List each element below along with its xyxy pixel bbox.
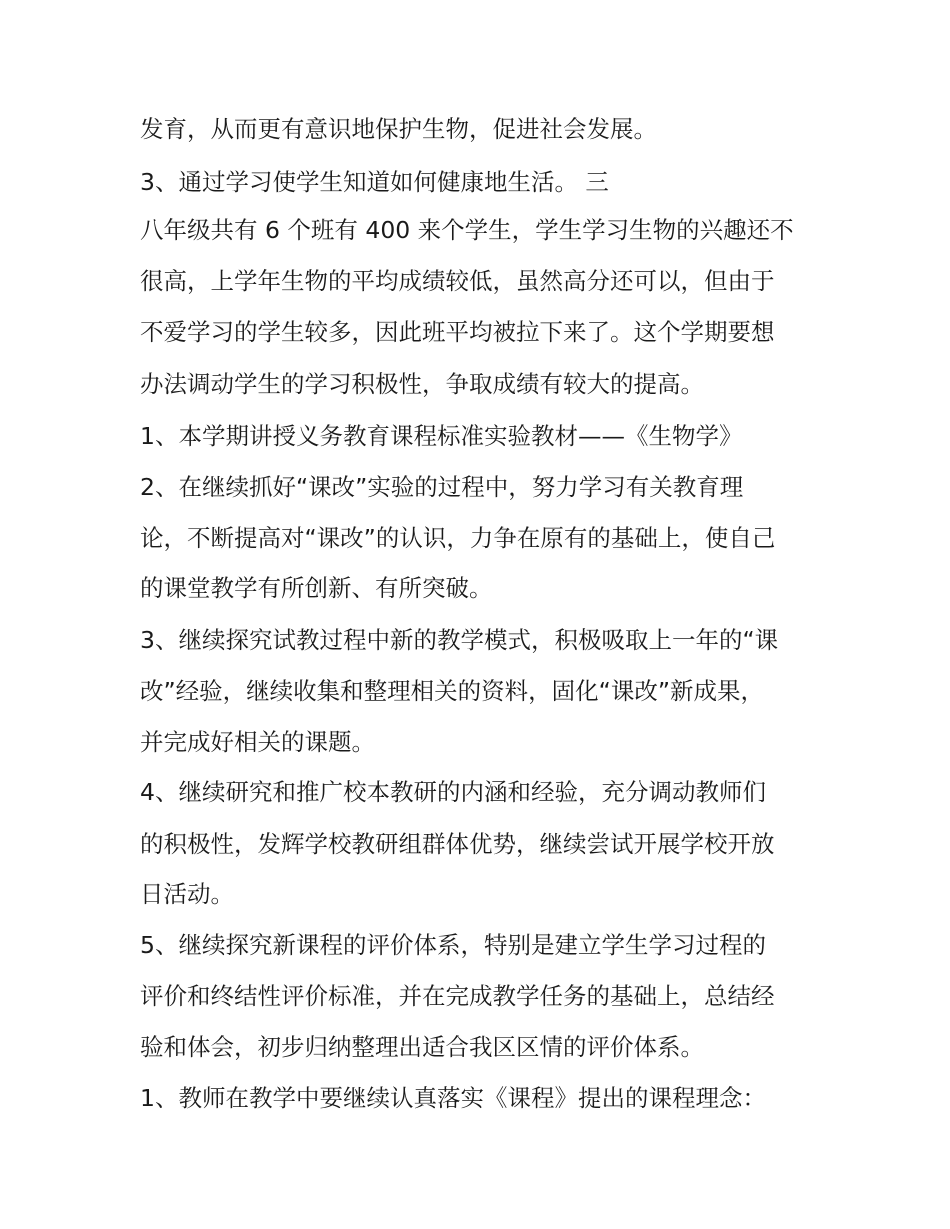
text-line: 2、在继续抓好“课改”实验的过程中，努力学习有关教育理 bbox=[140, 473, 744, 501]
text-line: 论，不断提高对“课改”的认识，力争在原有的基础上，使自己 bbox=[140, 524, 776, 552]
text-line: 改”经验，继续收集和整理相关的资料，固化“课改”新成果， bbox=[140, 677, 765, 705]
text-line: 不爱学习的学生较多，因此班平均被拉下来了。这个学期要想 bbox=[140, 318, 775, 346]
text-line: 5、继续探究新课程的评价体系，特别是建立学生学习过程的 bbox=[140, 931, 766, 959]
text-line: 的课堂教学有所创新、有所突破。 bbox=[140, 574, 493, 602]
text-line: 4、继续研究和推广校本教研的内涵和经验，充分调动教师们 bbox=[140, 778, 766, 806]
text-line: 办法调动学生的学习积极性，争取成绩有较大的提高。 bbox=[140, 370, 704, 398]
text-line: 1、教师在教学中要继续认真落实《课程》提出的课程理念： bbox=[140, 1084, 766, 1112]
text-line: 评价和终结性评价标准，并在完成教学任务的基础上，总结经 bbox=[140, 982, 775, 1010]
text-line: 验和体会，初步归纳整理出适合我区区情的评价体系。 bbox=[140, 1033, 704, 1061]
text-line: 1、本学期讲授义务教育课程标准实验教材——《生物学》 bbox=[140, 422, 743, 450]
text-line: 3、通过学习使学生知道如何健康地生活。 三 bbox=[140, 168, 609, 196]
text-line: 的积极性，发辉学校教研组群体优势，继续尝试开展学校开放 bbox=[140, 830, 775, 858]
text-line: 3、继续探究试教过程中新的教学模式，积极吸取上一年的“课 bbox=[140, 626, 779, 654]
text-line: 并完成好相关的课题。 bbox=[140, 728, 375, 756]
text-line: 很高，上学年生物的平均成绩较低，虽然高分还可以，但由于 bbox=[140, 267, 775, 295]
text-line: 八年级共有 6 个班有 400 来个学生，学生学习生物的兴趣还不 bbox=[140, 216, 794, 244]
text-line: 日活动。 bbox=[140, 880, 234, 908]
text-line: 发育，从而更有意识地保护生物，促进社会发展。 bbox=[140, 115, 657, 143]
